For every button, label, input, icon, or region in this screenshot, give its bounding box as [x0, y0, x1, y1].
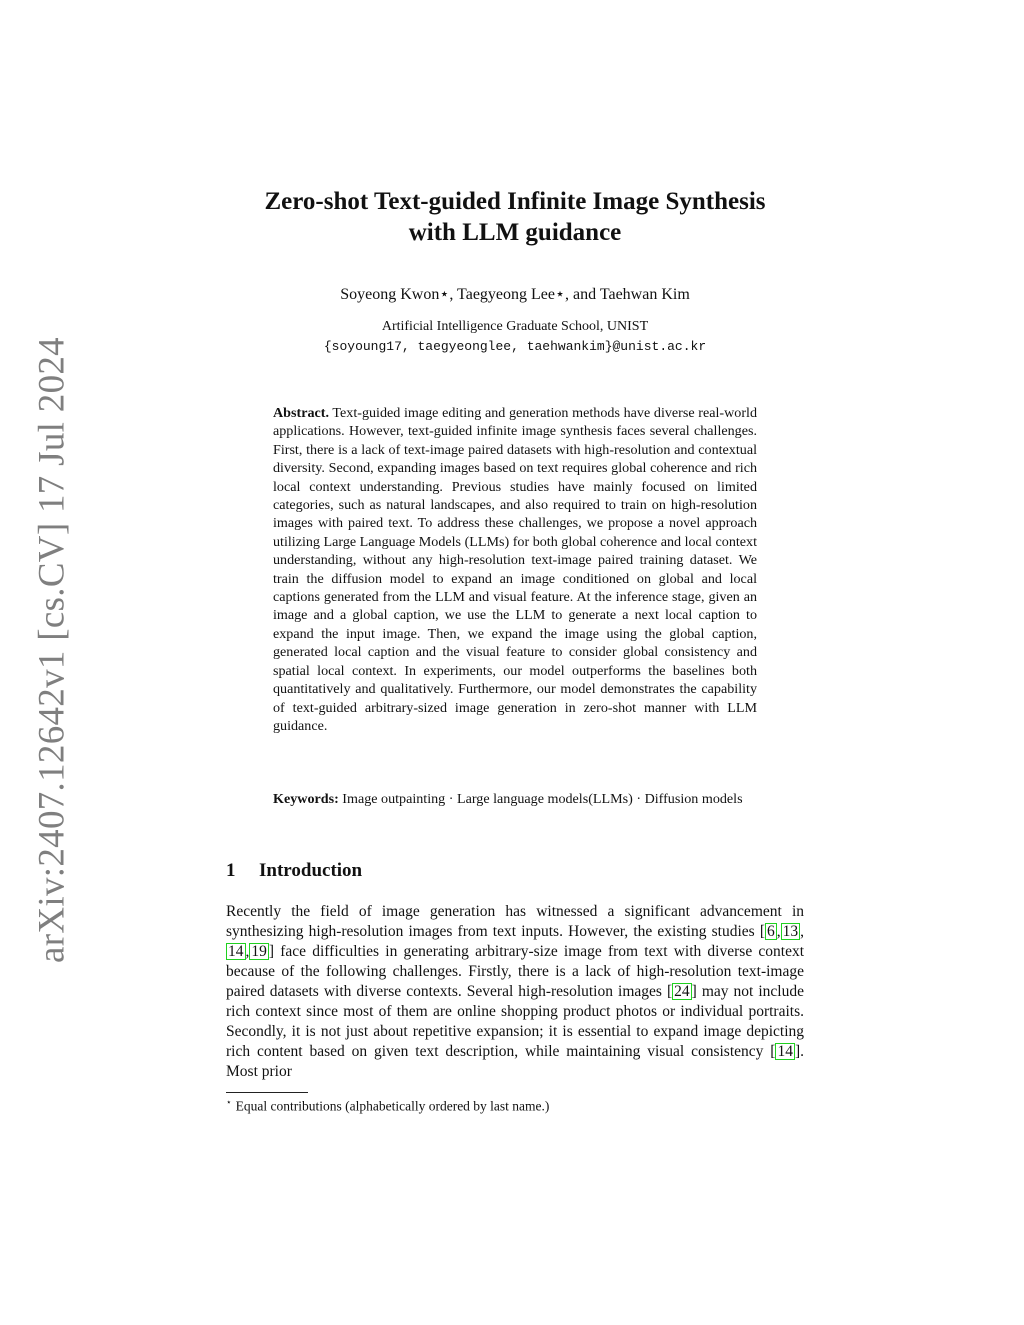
- citation-link[interactable]: 19: [251, 943, 267, 960]
- title-line-2: with LLM guidance: [408, 219, 622, 246]
- paper-title: [200, 186, 830, 248]
- citation-link[interactable]: 14: [777, 1043, 793, 1060]
- introduction-paragraph: Recently the field of image generation has witnessed a significant advancement in synthesizing high-resolution images from text inputs. However, the existing studies [ 6 , 13 ,14 , 19 ] face difficulties in generating arbitrary-size image from text with diverse context because of the following challenges. Firstly, there is a lack of high-resolution text-image paired datasets with diverse contexts. Several high-resolution images [ 24 ] may not include rich context since most of them are online shopping product photos or individual portraits. Secondly, it is not just about repetitive expansion; it is essential to expand image depicting rich content based on given text description, while maintaining visual consistency [ 14 ]. Most prior: [226, 903, 805, 1080]
- footnote-divider: [226, 1092, 308, 1093]
- footnote-mark: ⋆: [226, 1097, 232, 1107]
- abstract: [273, 404, 757, 735]
- abstract-text: Text-guided image editing and generation methods have diverse real-world applications. However, text-guided infinite image synthesis faces several challenges. First, there is a lack of text-image paired datasets with high-resolution and contextual diversity. Second, expanding images based on text requires global coherence and rich local context understanding. Previous studies have mainly focused on limited categories, such as natural landscapes, and also required to train on high-resolution images with paired text. To address these challenges, we propose a novel approach utilizing Large Language Models (LLMs) for both global coherence and local context understanding, without any high-resolution text-image paired training dataset. We train the diffusion model to expand an image conditioned on global and local captions generated from the LLM and visual feature. At the inference stage, given an image and a global caption, we use the LLM to generate a next local caption to expand the input image. Then, we expand the image using the global caption, generated local caption and the visual feature to consider global consistency and spatial local context. In experiments, our model outperforms the baselines both quantitatively and qualitatively. Furthermore, our model demonstrates the capability of text-guided arbitrary-sized image generation in zero-shot manner with LLM guidance.: [273, 405, 757, 734]
- author-emails: {soyoung17, taegyeonglee, taehwankim}@unist.ac.kr: [323, 339, 707, 354]
- author-list: Soyeong Kwon⋆, Taegyeong Lee⋆, and Taehwan Kim: [340, 286, 690, 303]
- citation-link[interactable]: 14: [228, 943, 244, 960]
- footnote-text: Equal contributions (alphabetically ordered by last name.): [235, 1098, 550, 1114]
- intro-text-3: may not include rich context since most of them are online shopping product photos or individual portraits. Secondly, it is not just about repetitive expansion; it is essential to expand image depicting rich content based on given text description, while maintaining visual consistency: [226, 983, 804, 1060]
- intro-text-4: . Most prior: [226, 1043, 804, 1080]
- section-title: Introduction: [259, 860, 363, 881]
- keywords-label: Keywords:: [273, 791, 339, 807]
- arxiv-identifier-stamp: arXiv:2407.12642v1 [cs.CV] 17 Jul 2024: [31, 337, 73, 963]
- citation-link[interactable]: 13: [782, 923, 799, 940]
- keywords-text: Image outpainting · Large language models(LLMs) · Diffusion models: [342, 791, 743, 807]
- citation-link[interactable]: 6: [767, 923, 775, 940]
- section-number: 1: [226, 860, 236, 881]
- footnote: [226, 1097, 806, 1115]
- citation-link[interactable]: 24: [674, 983, 690, 1000]
- affiliation: Artificial Intelligence Graduate School, UNIST: [381, 319, 649, 334]
- section-heading-introduction: [226, 860, 362, 882]
- keywords: [273, 790, 757, 808]
- abstract-label: Abstract.: [273, 405, 329, 421]
- title-line-1: Zero-shot Text-guided Infinite Image Synthesis: [264, 188, 766, 215]
- intro-text-1: Recently the field of image generation has witnessed a significant advancement in synthesizing high-resolution images from text inputs. However, the existing studies: [226, 903, 804, 940]
- intro-text-2: face difficulties in generating arbitrary-size image from text with diverse context because of the following challenges. Firstly, there is a lack of high-resolution text-image paired datasets with diverse contexts. Several high-resolution images: [226, 943, 805, 1000]
